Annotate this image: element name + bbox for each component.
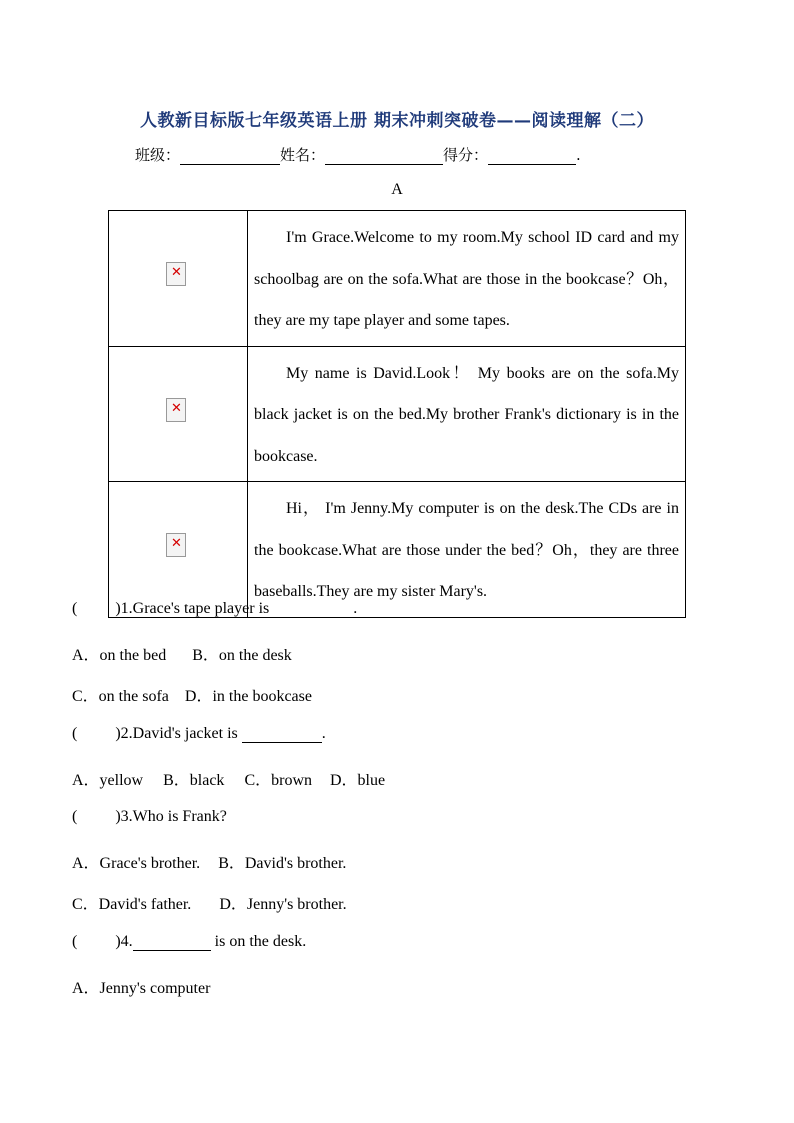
name-blank[interactable]: [325, 148, 443, 165]
passage-image-cell: [109, 346, 248, 482]
answer-paren-open: (: [72, 600, 78, 617]
question-1: [72, 600, 357, 618]
option-b: B．on the desk: [192, 647, 292, 664]
passage-text: My name is David.Look！ My books are on the sofa.My black jacket is on the bed.My brother Frank's dictionary is in the bookcase.: [248, 346, 686, 482]
student-info-line: [135, 144, 581, 165]
broken-image-icon: ✕: [166, 533, 186, 557]
options-line: [72, 767, 385, 790]
answer-paren-close: ): [115, 600, 121, 617]
passage-row: [109, 211, 686, 347]
score-label: 得分：: [443, 146, 489, 164]
option-c: C．on the sofa: [72, 688, 169, 705]
fill-blank[interactable]: [242, 726, 322, 743]
question-stem-end: .: [353, 600, 358, 617]
passage-image-cell: [109, 211, 248, 347]
passage-text: I'm Grace.Welcome to my room.My school ID card and my schoolbag are on the sofa.What are those in the bookcase？Oh，they are my tape player and some tapes.: [248, 211, 686, 347]
question-stem: 1.Grace's tape player is: [120, 600, 274, 617]
passage-image-cell: [109, 482, 248, 618]
option-a: A．on the bed: [72, 647, 167, 664]
question-4: [72, 933, 306, 951]
option-d: D．in the bookcase: [184, 688, 312, 705]
score-blank[interactable]: [488, 148, 576, 165]
options-line: [72, 850, 346, 873]
broken-image-icon: ✕: [166, 262, 186, 286]
options-line: [72, 975, 210, 998]
answer-paren-open: (: [72, 725, 78, 742]
question-stem-end: is on the desk.: [210, 933, 307, 950]
option-a: A．yellow: [72, 772, 144, 789]
option-b: B．black: [163, 772, 225, 789]
passage-text: Hi， I'm Jenny.My computer is on the desk.The CDs are in the bookcase.What are those under the bed？Oh，they are three baseballs.They are my sister Mary's.: [248, 482, 686, 618]
option-d: D．Jenny's brother.: [219, 896, 347, 913]
option-b: B．David's brother.: [218, 855, 347, 872]
option-c: C．David's father.: [72, 896, 192, 913]
question-stem: 2.David's jacket is: [120, 725, 242, 742]
class-label: 班级：: [135, 146, 181, 164]
question-3: [72, 808, 227, 826]
answer-paren-open: (: [72, 933, 78, 950]
options-line: [72, 683, 312, 706]
answer-paren-close: ): [115, 725, 121, 742]
options-line: [72, 891, 347, 914]
question-stem: 3.Who is Frank?: [120, 808, 227, 825]
option-a: A．Jenny's computer: [72, 980, 211, 997]
option-c: C．brown: [244, 772, 312, 789]
question-2: [72, 725, 326, 743]
passage-row: [109, 346, 686, 482]
answer-paren-open: (: [72, 808, 78, 825]
option-a: A．Grace's brother.: [72, 855, 201, 872]
options-line: [72, 642, 292, 665]
fill-blank[interactable]: [273, 601, 353, 618]
question-stem: 4.: [120, 933, 133, 950]
end-mark: .: [576, 146, 581, 164]
class-blank[interactable]: [180, 148, 280, 165]
option-d: D．blue: [330, 772, 386, 789]
name-label: 姓名：: [280, 146, 326, 164]
answer-paren-close: ): [115, 933, 121, 950]
answer-paren-close: ): [115, 808, 121, 825]
page-title: 人教新目标版七年级英语上册 期末冲刺突破卷——阅读理解（二）: [140, 111, 654, 131]
fill-blank[interactable]: [133, 934, 211, 951]
question-stem-end: .: [321, 725, 326, 742]
section-heading: A: [391, 181, 403, 198]
broken-image-icon: ✕: [166, 398, 186, 422]
passage-table: [108, 210, 686, 618]
passage-row: [109, 482, 686, 618]
